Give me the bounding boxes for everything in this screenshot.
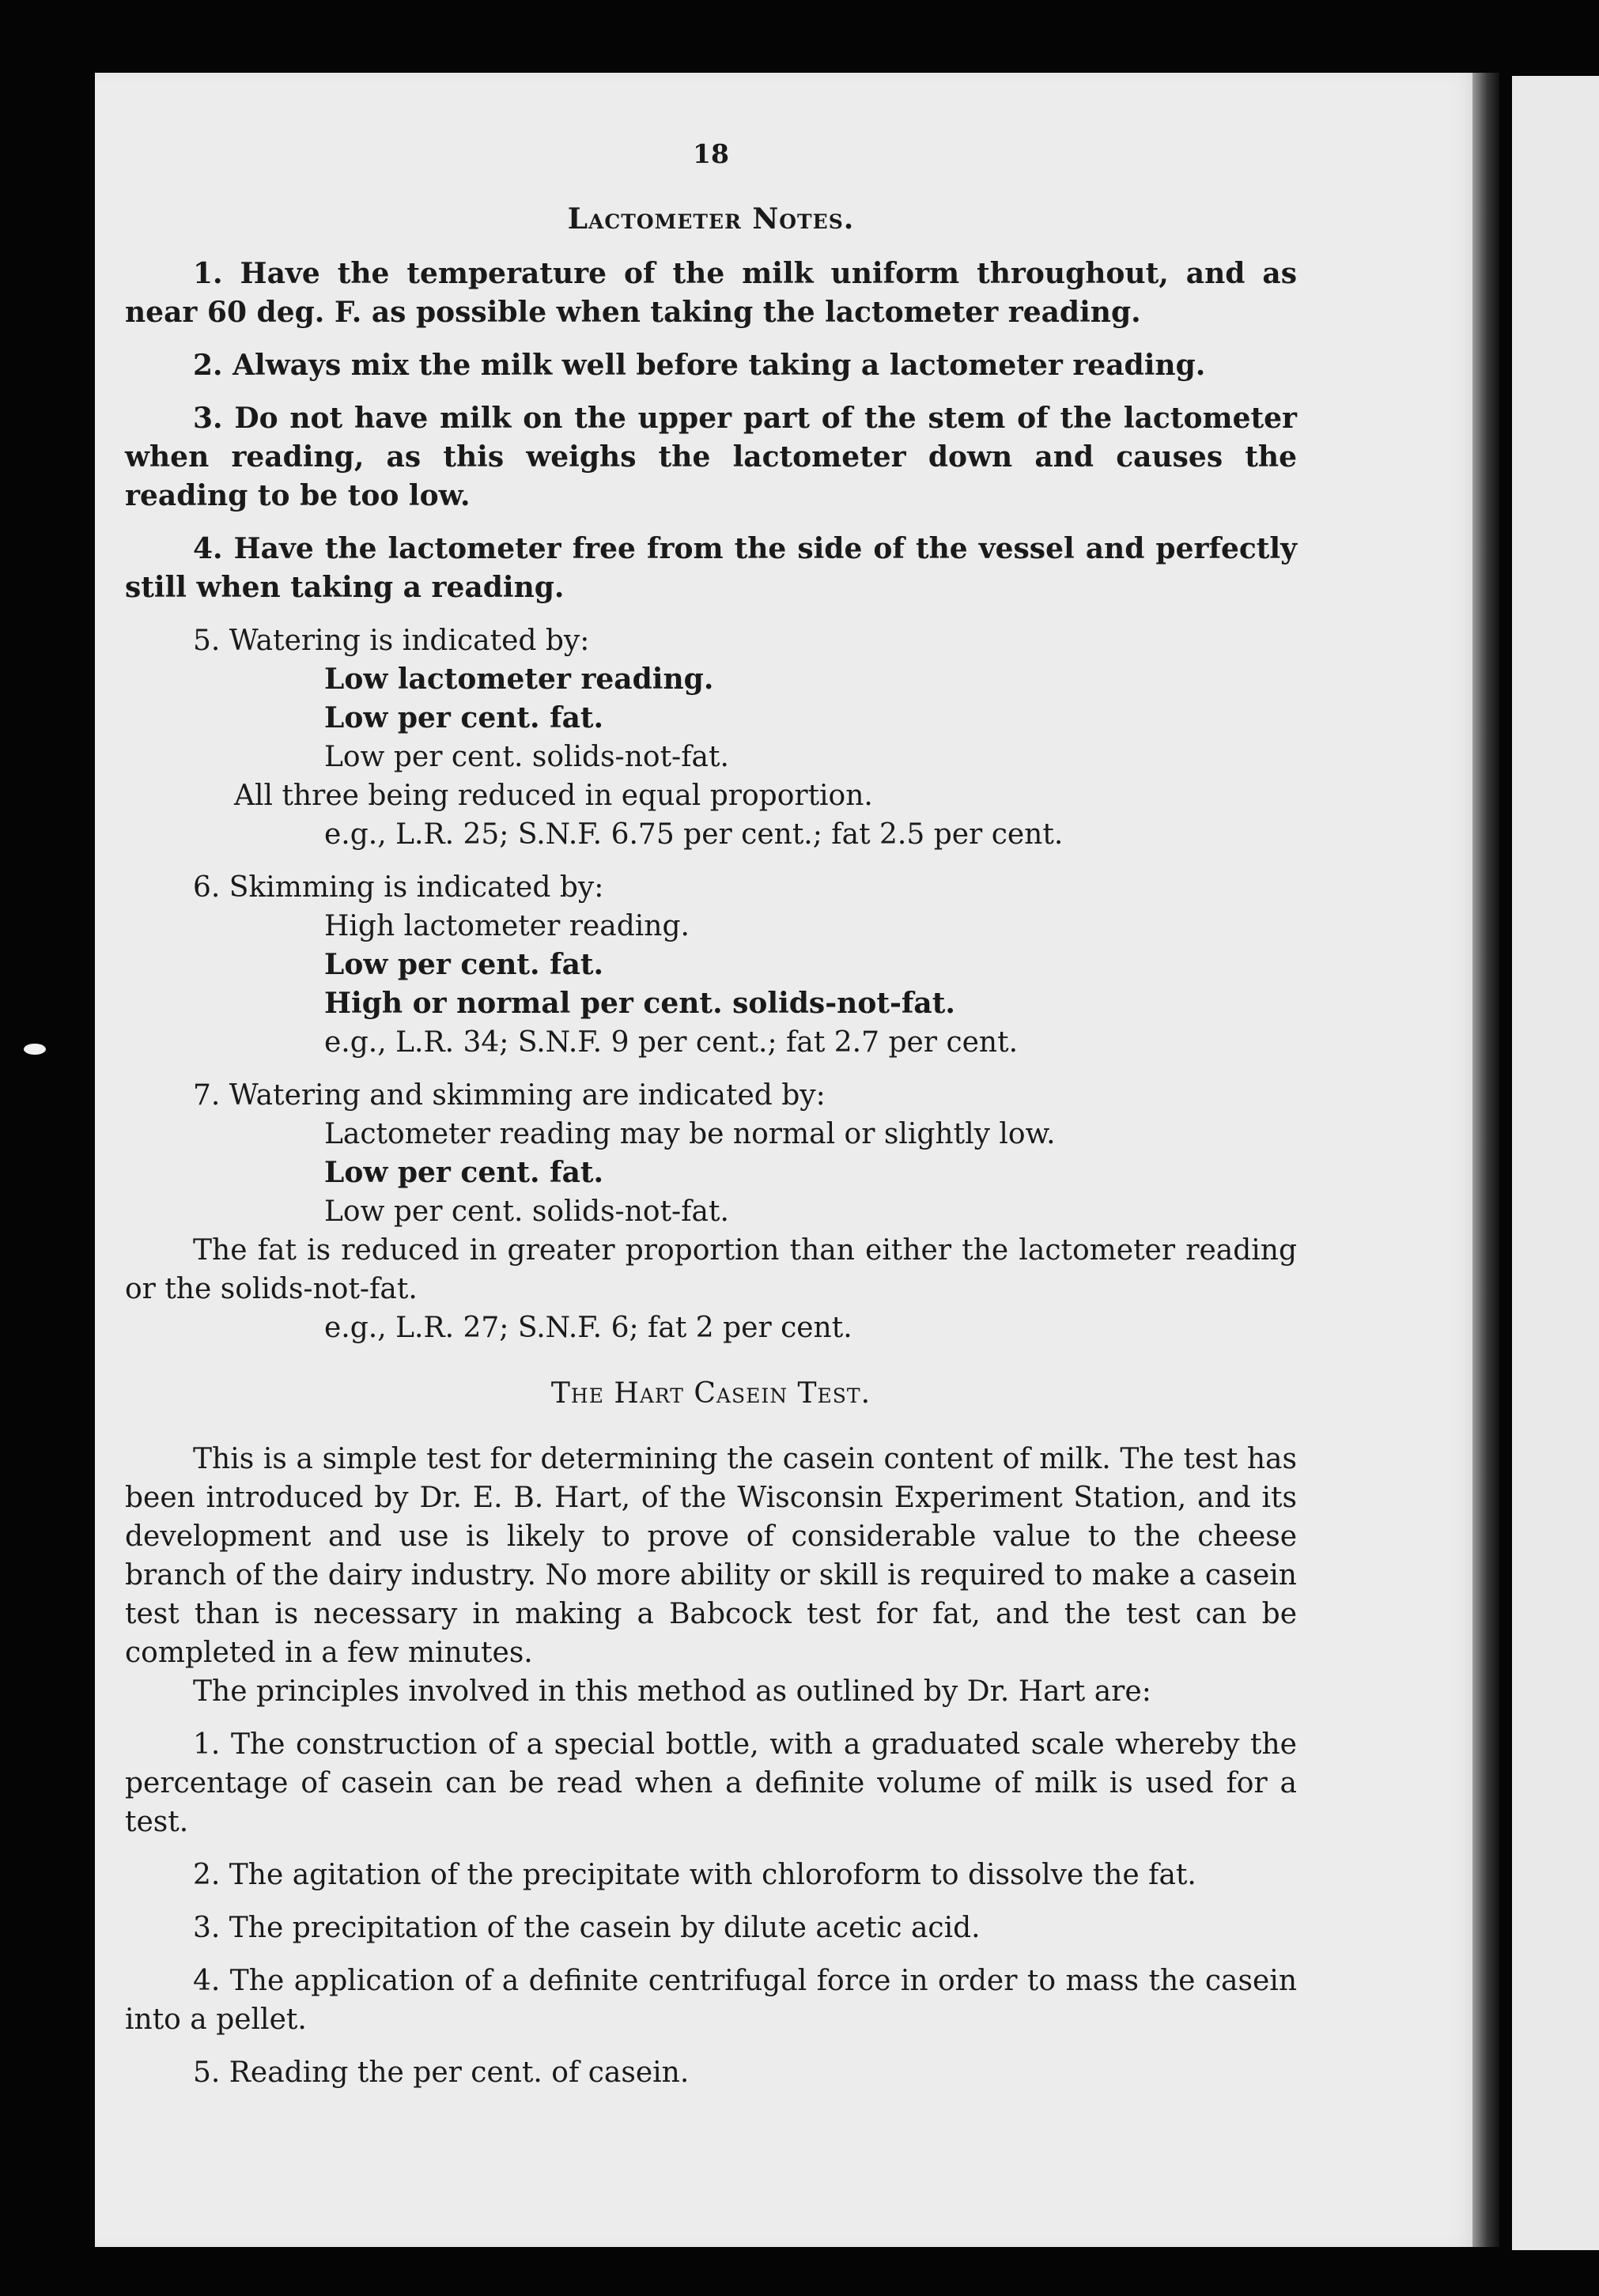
skimming-item: High lactometer reading. xyxy=(324,910,690,942)
both-intro: 7. Watering and skimming are indicated by: xyxy=(193,1079,826,1112)
principle-5: 5. Reading the per cent. of casein. xyxy=(193,2056,690,2089)
watering-example: e.g., L.R. 25; S.N.F. 6.75 per cent.; fat 2.5 per cent. xyxy=(324,818,1064,851)
watering-skimming-section xyxy=(125,1076,1297,1347)
page-content xyxy=(125,134,1297,2106)
skimming-intro: 6. Skimming is indicated by: xyxy=(193,871,604,904)
note-3: 3. Do not have milk on the upper part of the stem of the lactometer when reading, as this weighs the lactometer down and causes the reading to be too low. xyxy=(125,402,1297,512)
lactometer-notes-heading: Lactometer Notes. xyxy=(567,202,855,236)
note-1: 1. Have the temperature of the milk uniform throughout, and as near 60 deg. F. as possible when taking the lactometer reading. xyxy=(125,257,1297,329)
both-item: Lactometer reading may be normal or slightly low. xyxy=(324,1118,1056,1150)
skimming-item: High or normal per cent. solids-not-fat. xyxy=(324,987,955,1020)
watering-item: Low lactometer reading. xyxy=(324,663,714,696)
both-note: The fat is reduced in greater proportion than either the lactometer reading or the solids-not-fat. xyxy=(125,1234,1297,1305)
both-item: Low per cent. fat. xyxy=(324,1156,604,1189)
principles-intro: The principles involved in this method as outlined by Dr. Hart are: xyxy=(193,1675,1151,1708)
note-4: 4. Have the lactometer free from the side of the vessel and perfectly still when taking a reading. xyxy=(125,532,1297,604)
both-item: Low per cent. solids-not-fat. xyxy=(324,1195,729,1228)
book-spine xyxy=(1472,73,1499,2247)
principle-3: 3. The precipitation of the casein by dilute acetic acid. xyxy=(193,1912,981,1944)
skimming-section xyxy=(125,868,1297,1062)
scan-speck xyxy=(24,1044,46,1055)
facing-page-edge xyxy=(1512,76,1599,2250)
watering-intro: 5. Watering is indicated by: xyxy=(193,625,590,657)
note-2: 2. Always mix the milk well before taking a lactometer reading. xyxy=(193,349,1206,382)
page-number: 18 xyxy=(693,138,729,169)
hart-casein-heading: The Hart Casein Test. xyxy=(550,1377,871,1410)
watering-item: Low per cent. solids-not-fat. xyxy=(324,741,729,773)
principle-1: 1. The construction of a special bottle, with a graduated scale whereby the percentage of casein can be read when a definite volume of milk is used for a test. xyxy=(125,1728,1297,1838)
skimming-item: Low per cent. fat. xyxy=(324,948,604,981)
watering-item: Low per cent. fat. xyxy=(324,701,604,734)
both-example: e.g., L.R. 27; S.N.F. 6; fat 2 per cent. xyxy=(324,1312,852,1344)
principle-4: 4. The application of a definite centrifugal force in order to mass the casein into a pellet. xyxy=(125,1965,1297,2036)
skimming-example: e.g., L.R. 34; S.N.F. 9 per cent.; fat 2.7 per cent. xyxy=(324,1026,1019,1059)
watering-note: All three being reduced in equal proportion. xyxy=(234,780,873,812)
watering-section xyxy=(125,621,1297,854)
principle-2: 2. The agitation of the precipitate with chloroform to dissolve the fat. xyxy=(193,1859,1196,1891)
hart-intro: This is a simple test for determining the casein content of milk. The test has been introduced by Dr. E. B. Hart, of the Wisconsin Experiment Station, and its development and use is likely to prove of considerable value to the cheese branch of the dairy industry. No more ability or skill is required to make a casein test than is necessary in making a Babcock test for fat, and the test can be completed in a few minutes. xyxy=(125,1443,1297,1669)
